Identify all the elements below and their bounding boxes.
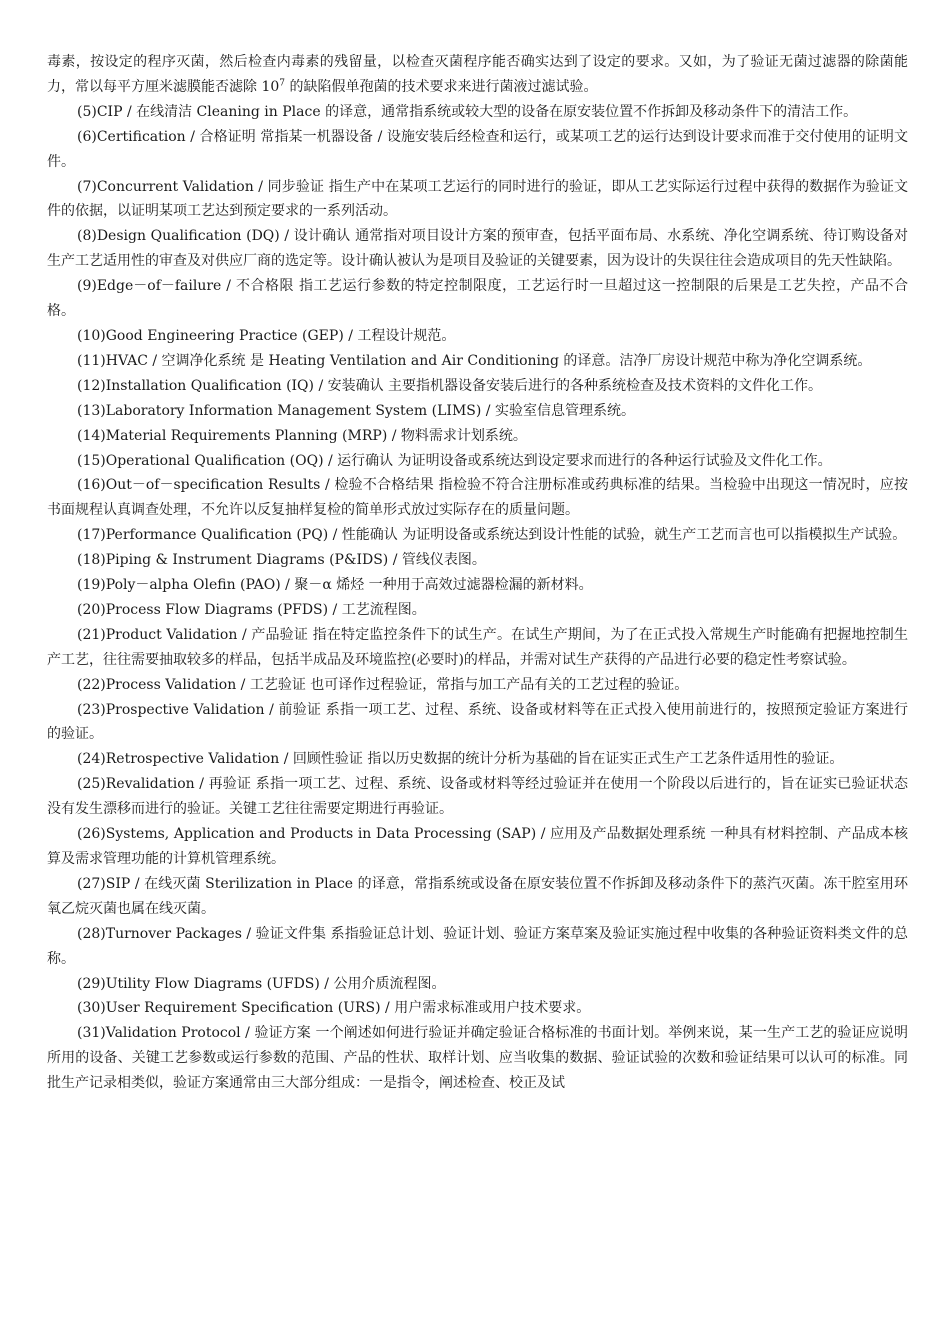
- definition-item: (26)Systems, Application and Products in Data Processing (SAP) / 应用及产品数据处理系统 一种具有材料控制、产品成本核算及需求管理功能的计算机管理系统。: [47, 826, 908, 867]
- definition-item: (25)Revalidation / 再验证 系指一项工艺、过程、系统、设备或材料等经过验证并在使用一个阶段以后进行的，旨在证实已验证状态没有发生漂移而进行的验证。关键工艺往往需要定期进行再验证。: [47, 776, 908, 818]
- definition-item: (19)Poly－alpha Olefin (PAO) / 聚－α 烯烃 一种用于高效过滤器检漏的新材料。: [77, 577, 593, 594]
- definition-item: (8)Design Qualification (DQ) / 设计确认 通常指对项目设计方案的预审查，包括平面布局、水系统、净化空调系统、待订购设备对生产工艺适用性的审查及对供应厂商的选定等。设计确认被认为是项目及验证的关键要素，因为设计的失误往往会造成项目的先天性缺陷。: [47, 228, 908, 270]
- definition-item: (24)Retrospective Validation / 回顾性验证 指以历史数据的统计分析为基础的旨在证实正式生产工艺条件适用性的验证。: [77, 751, 844, 768]
- definition-item: (6)Certification / 合格证明 常指某一机器设备 / 设施安装后经检查和运行，或某项工艺的运行达到设计要求而准于交付使用的证明文件。: [47, 128, 908, 170]
- definition-item: (15)Operational Qualification (OQ) / 运行确认 为证明设备或系统达到设定要求而进行的各种运行试验及文件化工作。: [77, 452, 832, 469]
- definition-item: (10)Good Engineering Practice (GEP) / 工程设计规范。: [77, 327, 456, 344]
- definition-item: (20)Process Flow Diagrams (PFDS) / 工艺流程图。: [77, 601, 426, 618]
- intro-text-after: 的缺陷假单孢菌的技术要求来进行菌液过滤试验。: [285, 78, 598, 95]
- definition-item: (9)Edge－of－failure / 不合格限 指工艺运行参数的特定控制限度，工艺运行时一旦超过这一控制限的后果是工艺失控，产品不合格。: [47, 278, 908, 320]
- definition-item: (11)HVAC / 空调净化系统 是 Heating Ventilation and Air Conditioning 的译意。洁净厂房设计规范中称为净化空调系统。: [77, 352, 872, 369]
- definition-item: (7)Concurrent Validation / 同步验证 指生产中在某项工艺运行的同时进行的验证，即从工艺实际运行过程中获得的数据作为验证文件的依据，以证明某项工艺达到预定要求的一系列活动。: [47, 178, 908, 220]
- definition-item: (30)User Requirement Specification (URS) / 用户需求标准或用户技术要求。: [77, 1000, 591, 1017]
- definition-item: (28)Turnover Packages / 验证文件集 系指验证总计划、验证计划、验证方案草案及验证实施过程中收集的各种验证资料类文件的总称。: [47, 925, 908, 967]
- definition-item: (27)SIP / 在线灭菌 Sterilization in Place 的译意，常指系统或设备在原安装位置不作拆卸及移动条件下的蒸汽灭菌。冻干腔室用环氧乙烷灭菌也属在线灭菌。: [47, 875, 908, 917]
- definition-item: (18)Piping & Instrument Diagrams (P&IDS) / 管线仪表图。: [77, 552, 486, 569]
- intro-superscript: 7: [279, 78, 285, 89]
- definition-item: (14)Material Requirements Planning (MRP) / 物料需求计划系统。: [77, 427, 527, 444]
- definition-item: (17)Performance Qualification (PQ) / 性能确认 为证明设备或系统达到设计性能的试验，就生产工艺而言也可以指模拟生产试验。: [77, 527, 907, 544]
- definition-item: (23)Prospective Validation / 前验证 系指一项工艺、过程、系统、设备或材料等在正式投入使用前进行的，按照预定验证方案进行的验证。: [47, 701, 908, 743]
- definition-item: (21)Product Validation / 产品验证 指在特定监控条件下的试生产。在试生产期间，为了在正式投入常规生产时能确有把握地控制生产工艺，往往需要抽取较多的样品，包括半成品及环境监控(必要时)的样品，并需对试生产获得的产品进行必要的稳定性考察试验。: [47, 626, 908, 668]
- intro-paragraph: [47, 50, 908, 100]
- definition-item: (22)Process Validation / 工艺验证 也可译作过程验证，常指与加工产品有关的工艺过程的验证。: [77, 676, 689, 693]
- definition-item: (31)Validation Protocol / 验证方案 一个阐述如何进行验证并确定验证合格标准的书面计划。举例来说，某一生产工艺的验证应说明所用的设备、关键工艺参数或运行参数的范围、产品的性状、取样计划、应当收集的数据、验证试验的次数和验证结果可以认可的标准。同批生产记录相类似，验证方案通常由三大部分组成：一是指令，阐述检查、校正及试: [47, 1025, 908, 1092]
- definition-item: (12)Installation Qualification (IQ) / 安装确认 主要指机器设备安装后进行的各种系统检查及技术资料的文件化工作。: [77, 377, 823, 394]
- intro-text-before: 毒素，按设定的程序灭菌，然后检查内毒素的残留量，以检查灭菌程序能否确实达到了设定的要求。又如，为了验证无菌过滤器的除菌能力，常以每平方厘米滤膜能否滤除 10: [47, 54, 908, 95]
- definition-item: (29)Utility Flow Diagrams (UFDS) / 公用介质流程图。: [77, 975, 446, 992]
- definition-item: (16)Out－of－specification Results / 检验不合格结果 指检验不符合注册标准或药典标准的结果。当检验中出现这一情况时，应按书面规程认真调查处理，不允许以反复抽样复检的简单形式放过实际存在的质量问题。: [47, 477, 908, 519]
- definition-item: (13)Laboratory Information Management System (LIMS) / 实验室信息管理系统。: [77, 402, 635, 419]
- definition-item: (5)CIP / 在线清洁 Cleaning in Place 的译意，通常指系统或较大型的设备在原安装位置不作拆卸及移动条件下的清洁工作。: [77, 103, 858, 120]
